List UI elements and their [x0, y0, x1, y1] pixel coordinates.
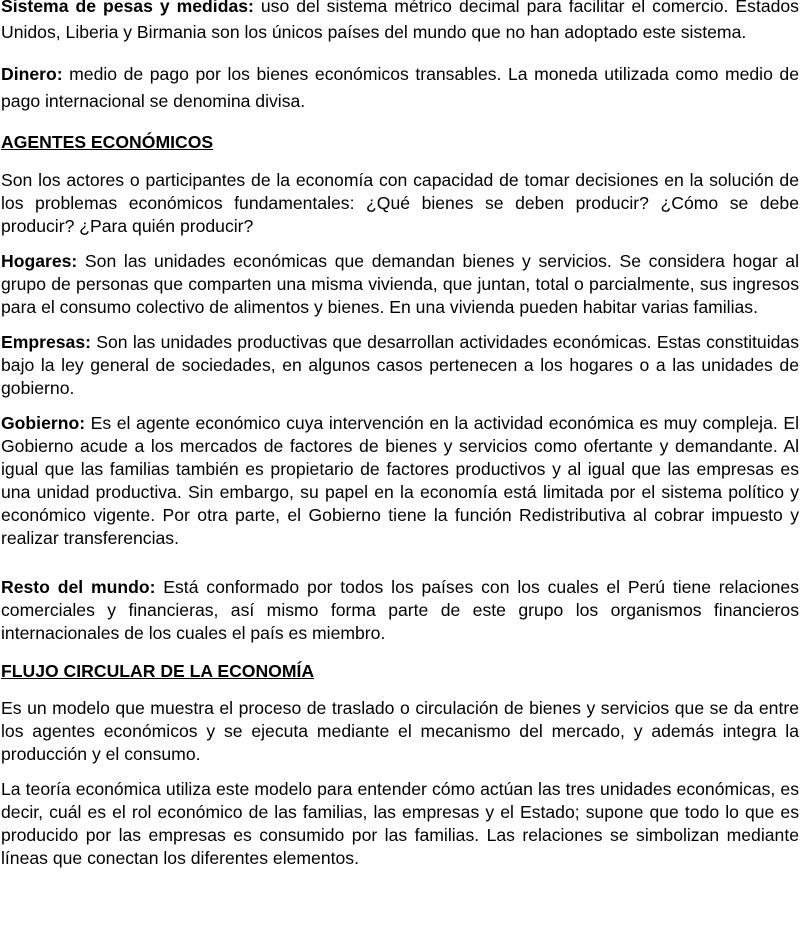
paragraph-flujo-modelo: Es un modelo que muestra el proceso de traslado o circulación de bienes y servicios que se da entre los agentes económicos y se ejecuta mediante el mecanismo del mercado, y además integra la producción y el consumo. — [1, 698, 799, 764]
paragraph-dinero — [1, 61, 799, 115]
text-gobierno: Es el agente económico cuya intervención en la actividad económica es muy compleja. El Gobierno acude a los mercados de factores de bienes y servicios como ofertante y demandante. Al igual que las familias también es propietario de factores productivos y al igual que las empresas es una unidad productiva. Sin embargo, su papel en la economía está limitada por el sistema político y económico vigente. Por otra parte, el Gobierno tiene la función Redistributiva al cobrar impuesto y realizar transferencias. — [1, 413, 799, 548]
heading-flujo-circular: FLUJO CIRCULAR DE LA ECONOMÍA — [1, 661, 315, 681]
paragraph-agentes-intro: Son los actores o participantes de la economía con capacidad de tomar decisiones en la solución de los problemas económicos fundamentales: ¿Qué bienes se deben producir? ¿Cómo se debe producir? ¿Para quién producir? — [1, 170, 799, 236]
paragraph-hogares — [1, 250, 799, 319]
term-gobierno: Gobierno: — [1, 413, 86, 433]
text-dinero: medio de pago por los bienes económicos transables. La moneda utilizada como medio de pago internacional se denomina divisa. — [1, 64, 799, 111]
text-empresas: Son las unidades productivas que desarrollan actividades económicas. Estas constituidas bajo la ley general de sociedades, en algunos casos pertenecen a los hogares o a las unidades de gobierno. — [1, 332, 799, 398]
term-resto-del-mundo: Resto del mundo: — [1, 577, 156, 597]
heading-agentes-economicos: AGENTES ECONÓMICOS — [1, 132, 214, 152]
paragraph-sistema-pesas — [1, 0, 799, 45]
term-dinero: Dinero: — [1, 64, 63, 84]
paragraph-flujo-teoria: La teoría económica utiliza este modelo para entender cómo actúan las tres unidades económicas, es decir, cuál es el rol económico de las familias, las empresas y el Estado; supone que todo lo que es producido por las empresas es consumido por las familias. Las relaciones se simbolizan mediante líneas que conectan los diferentes elementos. — [1, 779, 799, 868]
term-hogares: Hogares: — [1, 251, 78, 271]
text-resto-del-mundo: Está conformado por todos los países con los cuales el Perú tiene relaciones comerciales y financieras, así mismo forma parte de este grupo los organismos financieros internacionales de los cuales el país es miembro. — [1, 577, 799, 643]
paragraph-resto-del-mundo — [1, 576, 799, 645]
paragraph-gobierno — [1, 412, 799, 550]
text-sistema-pesas: uso del sistema métrico decimal para facilitar el comercio. Estados Unidos, Liberia y Birmania son los únicos países del mundo que no han adoptado este sistema. — [1, 0, 799, 42]
paragraph-empresas — [1, 331, 799, 400]
term-sistema-pesas: Sistema de pesas y medidas: — [1, 0, 254, 16]
term-empresas: Empresas: — [1, 332, 91, 352]
text-hogares: Son las unidades económicas que demandan bienes y servicios. Se considera hogar al grupo de personas que comparten una misma vivienda, que juntan, total o parcialmente, sus ingresos para el consumo colectivo de alimentos y bienes. En una vivienda pueden habitar varias familias. — [1, 251, 799, 317]
